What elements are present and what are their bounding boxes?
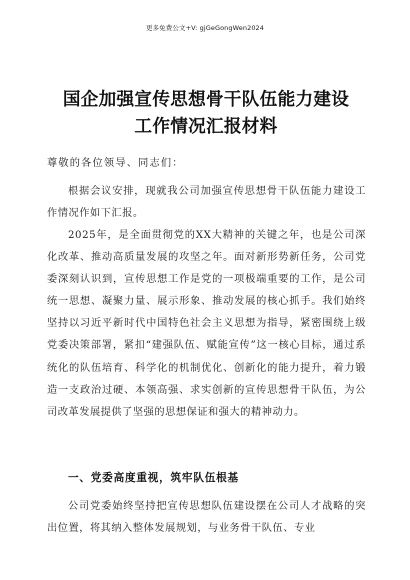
header-promo-note: 更多免费公文+V: gjGeGongWen2024 (145, 24, 265, 32)
paragraph-background: 2025年，是全面贯彻党的XX大精神的关键之年，也是公司深化改革、推动高质量发展的攻坚之年。面对新形势新任务，公司党委深刻认识到，宣传思想工作是党的一项极端重要的工作，是公司统一思想、凝聚力量、展示形象、推动发展的核心抓手。我们始终坚持以习近平新时代中国特色社会主义思想为指导，紧密围绕上级党委决策部署，紧扣“建强队伍、赋能宣传”这一核心目标，通过系统化的队伍培育、科学化的机制优化、创新化的能力提升，着力锻造一支政治过硬、本领高强、求实创新的宣传思想骨干队伍，为公司改革发展提供了坚强的思想保证和强大的精神动力。 (47, 230, 366, 418)
paragraph-section-one: 公司党委始终坚持把宣传思想队伍建设摆在公司人才战略的突出位置，将其纳入整体发展规划，与业务骨干队伍、专业 (47, 501, 366, 535)
paragraph-intro: 根据会议安排，现就我公司加强宣传思想骨干队伍能力建设工作情况作如下汇报。 (47, 186, 366, 220)
document-title: 国企加强宣传思想骨干队伍能力建设工作情况汇报材料 (62, 90, 350, 137)
salutation: 尊敬的各位领导、同志们： (47, 158, 184, 169)
section-heading: 一、党委高度重视，筑牢队伍根基 (68, 472, 239, 484)
